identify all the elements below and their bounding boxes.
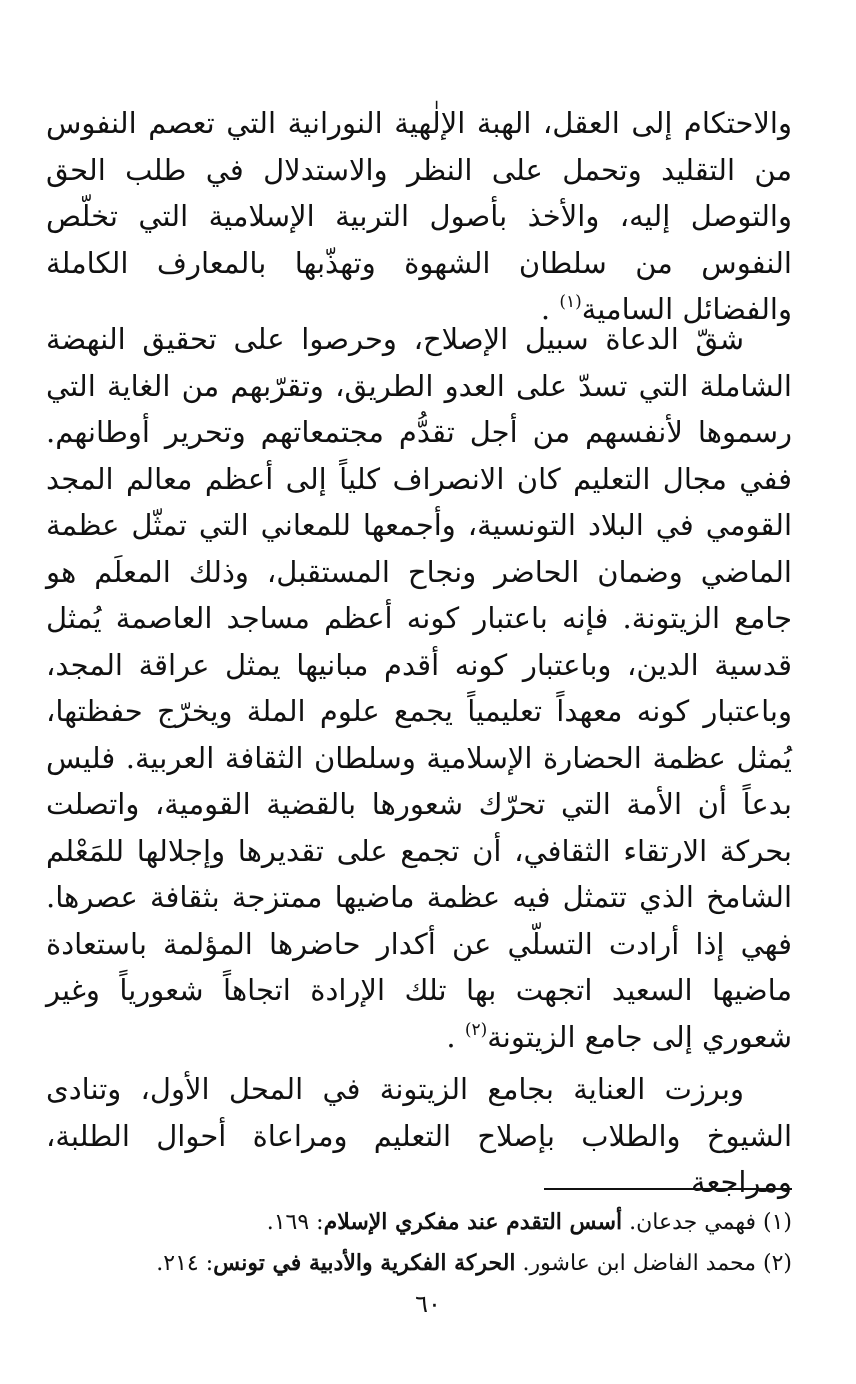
footnote-ref-1[interactable]: (١) bbox=[559, 292, 582, 312]
paragraph-2 bbox=[46, 316, 792, 1060]
footnote-2-author: محمد الفاضل ابن عاشور. bbox=[522, 1251, 756, 1276]
paragraph-1-end: . bbox=[540, 292, 551, 326]
footnote-2 bbox=[46, 1243, 792, 1284]
footnote-ref-2[interactable]: (٢) bbox=[464, 1019, 488, 1040]
paragraph-1-body bbox=[46, 100, 792, 333]
paragraph-2-text: شقّ الدعاة سبيل الإصلاح، وحرصوا على تحقيق النهضة الشاملة التي تسدّ على العدو الطريق، وتقرّبهم من الغاية التي رسموها لأنفسهم من أجل تقدُّم مجتمعاتهم وتحرير أوطانهم. ففي مجال التعليم كان الانصراف كلياً إلى أعظم معالم المجد القومي في البلاد التونسية، وأجمعها للمعاني التي تمثّل عظمة الماضي وضمان الحاضر ونجاح المستقبل، وذلك المعلَم هو جامع الزيتونة. فإنه باعتبار كونه أعظم مساجد العاصمة يُمثل قدسية الدين، وباعتبار كونه أقدم مبانيها يمثل عراقة المجد، وباعتبار كونه معهداً تعليمياً يجمع علوم الملة ويخرّج حفظتها، يُمثل عظمة الحضارة الإسلامية وسلطان الثقافة العربية. فليس بدعاً أن الأمة التي تحرّك شعورها بالقضية القومية، واتصلت بحركة الارتقاء الثقافي، أن تجمع على تقديرها وإجلالها للمَعْلم الشامخ الذي تتمثل فيه عظمة ماضيها ممتزجة بثقافة عصرها. فهي إذا أرادت التسلّي عن أكدار حاضرها المؤلمة باستعادة ماضيها السعيد اتجهت بها تلك الإرادة اتجاهاً شعورياً وغير شعوري إلى جامع الزيتونة bbox=[46, 322, 792, 1054]
footnote-divider bbox=[544, 1188, 792, 1190]
paragraph-3-body bbox=[46, 1066, 792, 1206]
footnote-1-title: أسس التقدم عند مفكري الإسلام bbox=[323, 1209, 623, 1235]
footnote-1-pages: : ١٦٩. bbox=[266, 1210, 324, 1235]
footnote-1-author: فهمي جدعان. bbox=[629, 1210, 756, 1235]
footnotes bbox=[46, 1202, 792, 1284]
footnote-1 bbox=[46, 1202, 792, 1243]
page-number: ٦٠ bbox=[415, 1290, 441, 1318]
paragraph-3-text: وبرزت العناية بجامع الزيتونة في المحل الأول، وتنادى الشيوخ والطلاب بإصلاح التعليم ومراعاة أحوال الطلبة، ومراجعة bbox=[46, 1072, 792, 1199]
footnote-2-pages: : ٢١٤. bbox=[156, 1251, 214, 1276]
paragraph-1-text: والاحتكام إلى العقل، الهبة الإلٰهية النورانية التي تعصم النفوس من التقليد وتحمل على النظر والاستدلال في طلب الحق والتوصل إليه، والأخذ بأصول التربية الإسلامية التي تخلّص النفوس من سلطان الشهوة وتهذّبها بالمعارف الكاملة والفضائل السامية bbox=[46, 106, 792, 326]
paragraph-1 bbox=[46, 100, 792, 333]
paragraph-3 bbox=[46, 1066, 792, 1206]
footnote-2-number: (٢) bbox=[762, 1251, 792, 1276]
footnote-1-number: (١) bbox=[762, 1210, 792, 1235]
paragraph-2-end: . bbox=[446, 1019, 456, 1054]
footnote-2-title: الحركة الفكرية والأدبية في تونس bbox=[213, 1250, 516, 1276]
paragraph-2-body bbox=[46, 316, 792, 1060]
